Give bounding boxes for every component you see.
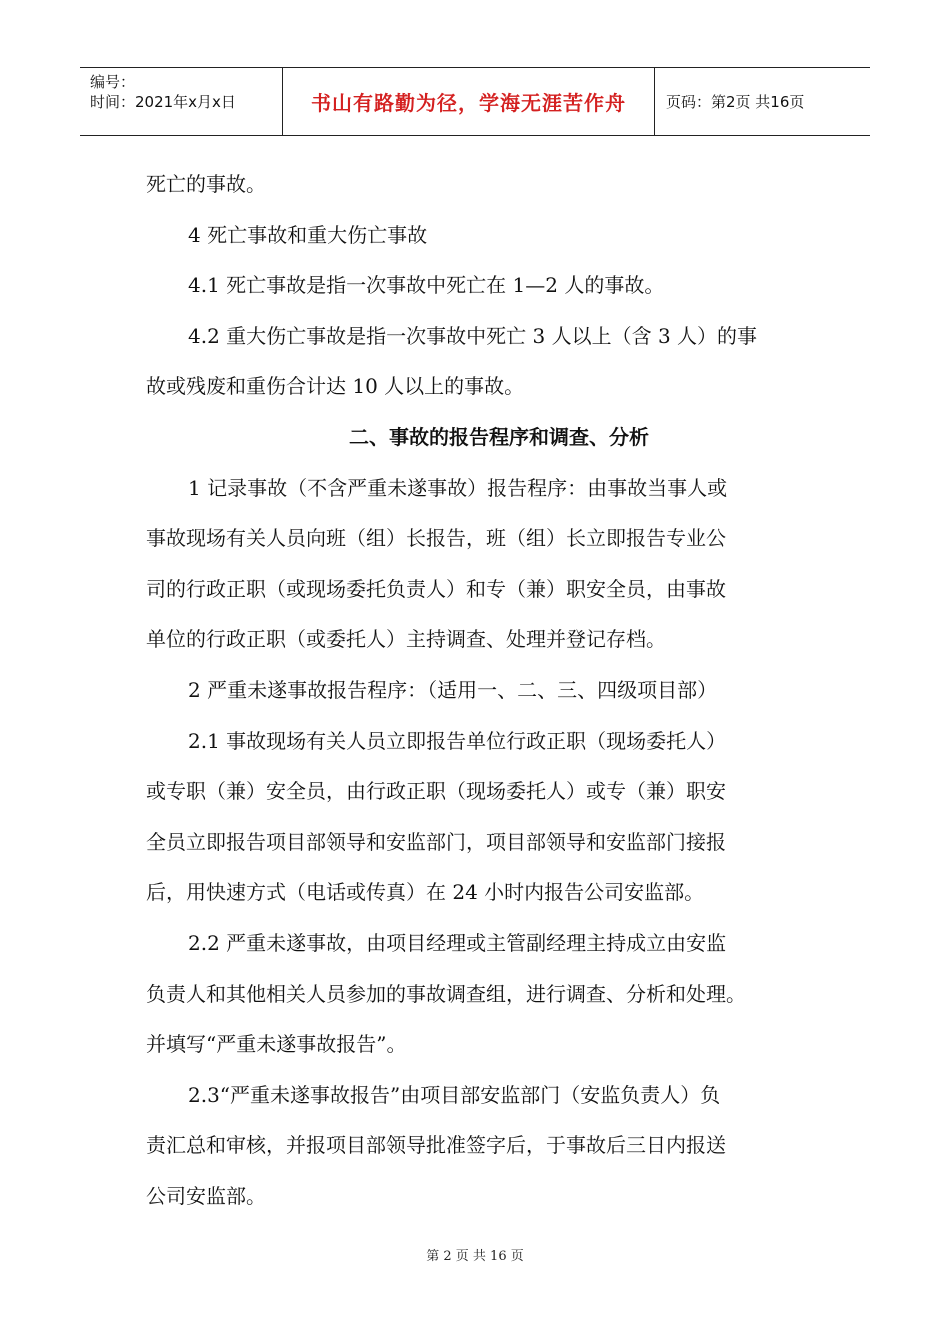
section-item: 2.3“严重未遂事故报告”由项目部安监部门（安监负责人）负 xyxy=(188,1082,721,1107)
paragraph: 单位的行政正职（或委托人）主持调查、处理并登记存档。 xyxy=(146,627,666,652)
section-heading: 二、事故的报告程序和调查、分析 xyxy=(349,424,649,449)
paragraph: 或专职（兼）安全员，由行政正职（现场委托人）或专（兼）职安 xyxy=(146,779,726,804)
section-item: 2.2 严重未遂事故，由项目经理或主管副经理主持成立由安监 xyxy=(188,930,727,955)
header-page-info: 页码：第2页 共16页 xyxy=(666,93,805,111)
header-motto: 书山有路勤为径，学海无涯苦作舟 xyxy=(283,68,655,135)
section-item: 2 严重未遂事故报告程序：（适用一、二、三、四级项目部） xyxy=(188,677,718,702)
paragraph: 后，用快速方式（电话或传真）在 24 小时内报告公司安监部。 xyxy=(146,880,705,905)
page-header xyxy=(80,67,870,136)
section-item: 1 记录事故（不含严重未遂事故）报告程序：由事故当事人或 xyxy=(188,475,728,500)
section-item: 4.2 重大伤亡事故是指一次事故中死亡 3 人以上（含 3 人）的事 xyxy=(188,323,758,348)
section-item: 4 死亡事故和重大伤亡事故 xyxy=(188,222,428,247)
paragraph: 死亡的事故。 xyxy=(146,172,266,196)
paragraph: 事故现场有关人员向班（组）长报告，班（组）长立即报告专业公 xyxy=(146,526,726,551)
paragraph: 责汇总和审核，并报项目部领导批准签字后，于事故后三日内报送 xyxy=(146,1133,726,1158)
paragraph: 公司安监部。 xyxy=(146,1183,266,1208)
section-item: 4.1 死亡事故是指一次事故中死亡在 1—2 人的事故。 xyxy=(188,273,665,298)
paragraph: 并填写“严重未遂事故报告”。 xyxy=(146,1032,407,1057)
document-body xyxy=(146,159,822,1221)
header-meta xyxy=(80,68,283,135)
section-item: 2.1 事故现场有关人员立即报告单位行政正职（现场委托人） xyxy=(188,728,727,753)
document-date: 时间：2021年x月x日 xyxy=(90,93,236,111)
paragraph: 负责人和其他相关人员参加的事故调查组，进行调查、分析和处理。 xyxy=(146,981,746,1006)
document-number-label: 编号： xyxy=(90,73,136,91)
paragraph: 司的行政正职（或现场委托负责人）和专（兼）职安全员，由事故 xyxy=(146,576,726,601)
page-footer: 第 2 页 共 16 页 xyxy=(426,1249,524,1264)
paragraph: 全员立即报告项目部领导和安监部门，项目部领导和安监部门接报 xyxy=(146,829,726,854)
paragraph: 故或残废和重伤合计达 10 人以上的事故。 xyxy=(146,374,525,399)
